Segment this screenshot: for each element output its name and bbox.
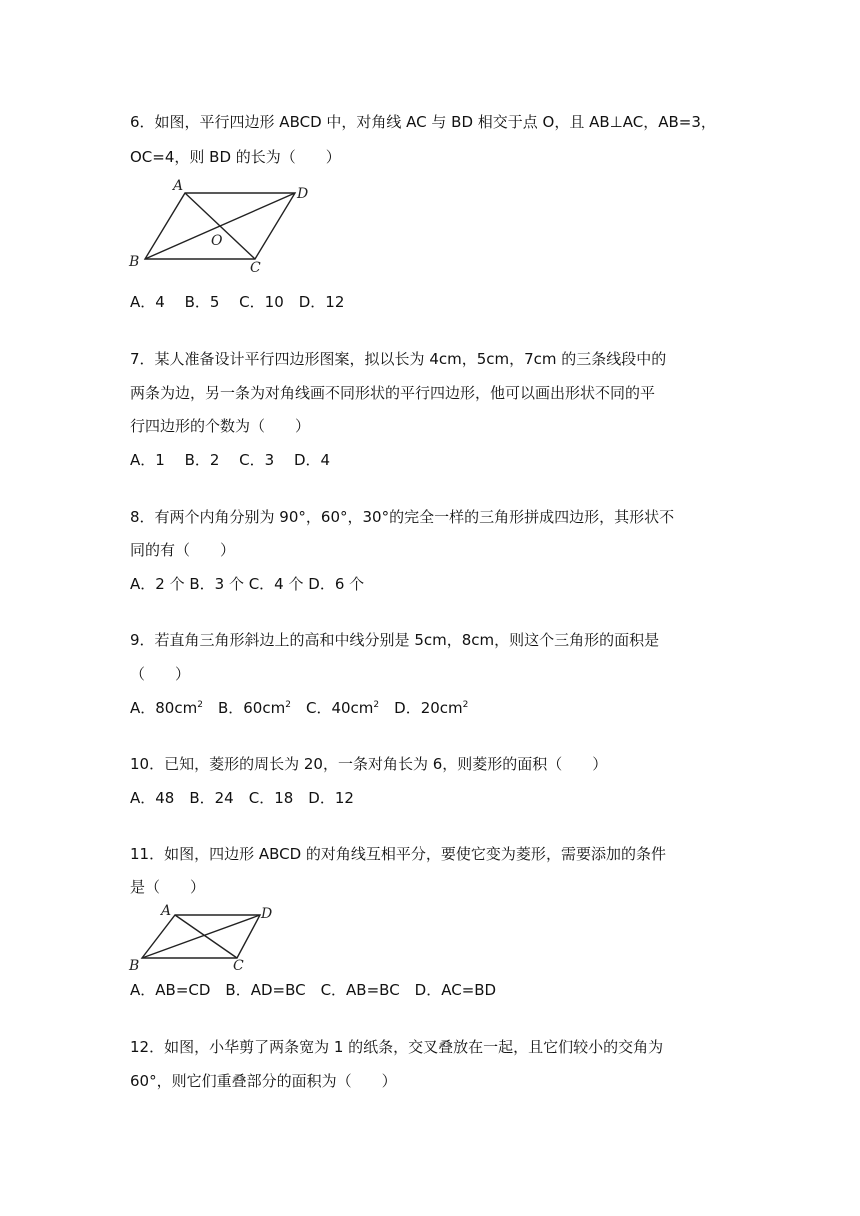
- q6-label-o: O: [211, 233, 223, 249]
- q7-text-line1: 7．某人准备设计平行四边形图案，拟以长为 4cm，5cm，7cm 的三条线段中的: [130, 350, 667, 368]
- q6-label-b: B: [129, 254, 140, 270]
- q8-options: A．2 个 B．3 个 C．4 个 D．6 个: [130, 575, 365, 593]
- q6-text-line1: 6．如图，平行四边形 ABCD 中，对角线 AC 与 BD 相交于点 O，且 AB⊥AC，AB=3，: [130, 113, 716, 131]
- q7-text-line2: 两条为边，另一条为对角线画不同形状的平行四边形，他可以画出形状不同的平: [130, 384, 656, 402]
- q11-diagonal-bd: [142, 915, 260, 958]
- q6-parallelogram-figure: [120, 176, 320, 276]
- q6-label-d: D: [297, 186, 309, 202]
- q11-label-b: B: [129, 958, 140, 974]
- q8-text-line1: 8．有两个内角分别为 90°，60°，30°的完全一样的三角形拼成四边形，其形状不: [130, 508, 675, 526]
- q10-text-line1: 10．已知，菱形的周长为 20，一条对角长为 6，则菱形的面积（ ）: [130, 755, 608, 773]
- q12-text-line2: 60°，则它们重叠部分的面积为（ ）: [130, 1072, 397, 1090]
- q9-option-d-sup: 2: [462, 700, 469, 710]
- q11-diagonal-ac: [175, 915, 237, 958]
- q9-text-line1: 9．若直角三角形斜边上的高和中线分别是 5cm，8cm，则这个三角形的面积是: [130, 631, 660, 649]
- q6-text-line2: OC=4，则 BD 的长为（ ）: [130, 148, 341, 166]
- q10-options: A．48 B．24 C．18 D．12: [130, 789, 354, 807]
- q11-options: A．AB=CD B．AD=BC C．AB=BC D．AC=BD: [130, 981, 497, 999]
- q9-option-c-sup: 2: [373, 700, 380, 710]
- q9-option-b: B．60cm: [217, 699, 286, 717]
- q6-label-c: C: [250, 260, 261, 276]
- q9-option-b-sup: 2: [285, 700, 291, 710]
- q9-text-line2: （ ）: [130, 665, 191, 683]
- q11-label-c: C: [233, 958, 244, 974]
- q9-option-a-sup: 2: [197, 700, 203, 710]
- q11-text-line1: 11．如图，四边形 ABCD 的对角线互相平分，要使它变为菱形，需要添加的条件: [130, 845, 666, 863]
- q7-text-line3: 行四边形的个数为（ ）: [130, 417, 311, 435]
- q11-parallelogram-figure: [120, 900, 290, 975]
- q9-option-a: A．80cm: [130, 699, 198, 717]
- q11-label-a: A: [161, 903, 172, 919]
- q6-options: A．4 B．5 C．10 D．12: [130, 293, 345, 311]
- q12-text-line1: 12．如图，小华剪了两条宽为 1 的纸条，交叉叠放在一起，且它们较小的交角为: [130, 1038, 664, 1056]
- q11-label-d: D: [261, 906, 273, 922]
- q11-text-line2: 是（ ）: [130, 878, 206, 896]
- q6-diagonal-bd: [145, 193, 295, 259]
- q9-option-d: D．20cm: [394, 699, 463, 717]
- q7-options: A．1 B．2 C．3 D．4: [130, 451, 331, 469]
- q6-label-a: A: [173, 178, 184, 194]
- q9-options: [130, 698, 468, 718]
- q8-text-line2: 同的有（ ）: [130, 541, 236, 559]
- q9-option-c: C．40cm: [305, 699, 374, 717]
